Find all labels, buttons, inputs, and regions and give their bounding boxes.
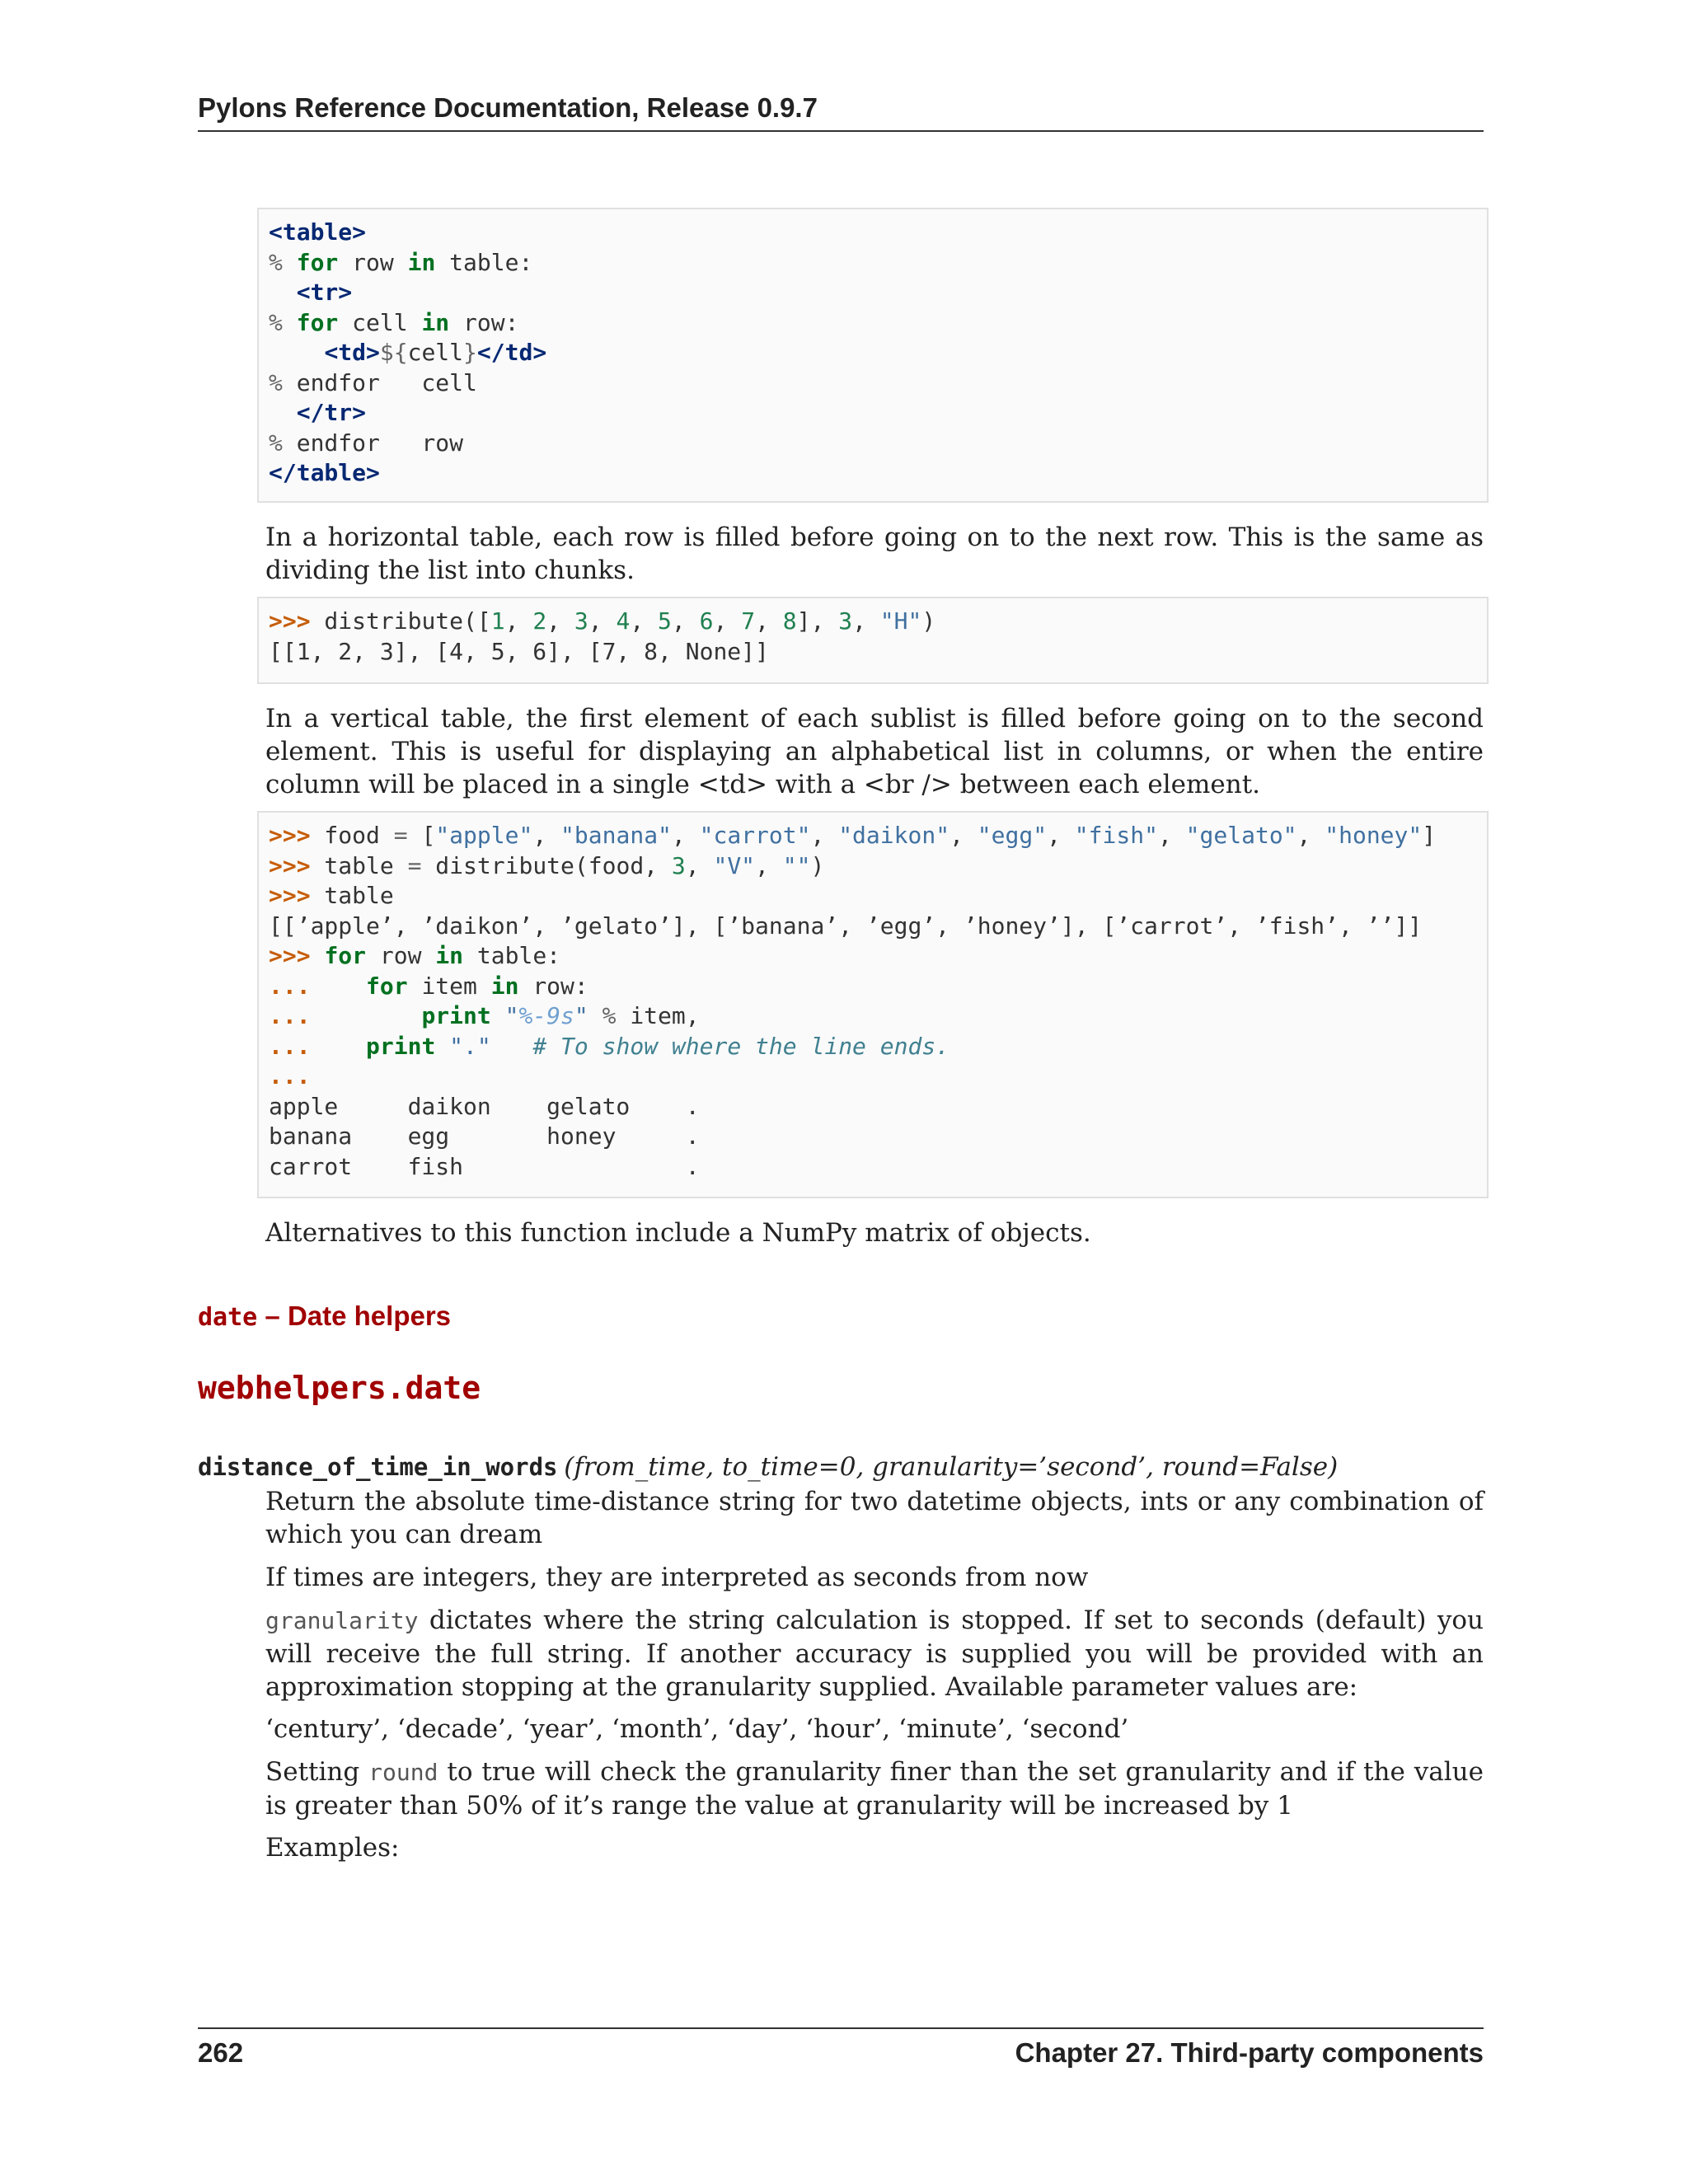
code-line: <table> bbox=[269, 218, 367, 246]
code-line: >>> table = distribute(food, 3, "V", "") bbox=[269, 851, 825, 879]
code-line: ... bbox=[269, 1062, 311, 1090]
function-signature bbox=[198, 1452, 1484, 1482]
running-header: Pylons Reference Documentation, Release 0.9.7 bbox=[198, 92, 1484, 132]
code-line: ... print "." # To show where the line ends. bbox=[269, 1032, 950, 1060]
round-pre: Setting bbox=[265, 1757, 369, 1787]
code-line: carrot fish . bbox=[269, 1152, 700, 1180]
code-line: % for cell in row: bbox=[269, 308, 519, 336]
param-round: round bbox=[368, 1759, 438, 1786]
code-line: apple daikon gelato . bbox=[269, 1092, 700, 1120]
code-block-distribute-horizontal bbox=[257, 597, 1489, 684]
code-block-mako-table bbox=[257, 208, 1489, 503]
running-footer bbox=[198, 2027, 1484, 2069]
round-text: to true will check the granularity finer than the set granularity and if the value is greater than 50% of it’s range the value at granularity will be increased by 1 bbox=[265, 1757, 1484, 1821]
function-description-round bbox=[265, 1755, 1484, 1822]
function-name: distance_of_time_in_words bbox=[198, 1453, 558, 1481]
paragraph-alternatives: Alternatives to this function include a NumPy matrix of objects. bbox=[265, 1218, 1091, 1248]
function-description-1: Return the absolute time-distance string for two datetime objects, ints or any combination of which you can dream bbox=[265, 1487, 1484, 1549]
code-line: </tr> bbox=[296, 399, 367, 426]
code-line: <tr> bbox=[296, 279, 353, 306]
code-line: >>> food = ["apple", "banana", "carrot", "daikon", "egg", "fish", "gelato", "honey"] bbox=[269, 822, 1437, 849]
code-line: >>> for row in table: bbox=[269, 942, 561, 969]
code-line: [[’apple’, ’daikon’, ’gelato’], [’banana’, ’egg’, ’honey’], [’carrot’, ’fish’, ’’]] bbox=[269, 912, 1423, 940]
code-line: banana egg honey . bbox=[269, 1122, 700, 1150]
paragraph-horizontal-table: In a horizontal table, each row is filled before going on to the next row. This is the same as dividing the list into chunks. bbox=[265, 523, 1484, 585]
code-block-distribute-vertical bbox=[257, 811, 1489, 1198]
function-params: (from_time, to_time=0, granularity=’second’, round=False) bbox=[564, 1452, 1339, 1482]
param-granularity: granularity bbox=[265, 1607, 419, 1634]
chapter-title: Chapter 27. Third-party components bbox=[1015, 2037, 1484, 2068]
granularity-values: ‘century’, ‘decade’, ‘year’, ‘month’, ‘day’, ‘hour’, ‘minute’, ‘second’ bbox=[265, 1714, 1129, 1744]
code-line: ... print "%-9s" % item, bbox=[269, 1002, 700, 1029]
granularity-text: dictates where the string calculation is stopped. If set to seconds (default) you will receive the full string. If another accuracy is supplied you will be provided with an approximation stopping at the granularity supplied. Available parameter values are: bbox=[265, 1605, 1484, 1702]
examples-label: Examples: bbox=[265, 1833, 400, 1863]
code-line: >>> distribute([1, 2, 3, 4, 5, 6, 7, 8], 3, "H") bbox=[269, 607, 936, 635]
page-number: 262 bbox=[198, 2037, 244, 2068]
code-line: </table> bbox=[269, 459, 380, 486]
section-heading-date-text: – Date helpers bbox=[257, 1301, 452, 1331]
function-description-2: If times are integers, they are interpreted as seconds from now bbox=[265, 1563, 1089, 1592]
code-line: % endfor cell bbox=[269, 368, 477, 396]
code-line: <td>${cell}</td> bbox=[324, 339, 547, 366]
section-heading-date-mono: date bbox=[198, 1303, 258, 1332]
paragraph-vertical-table: In a vertical table, the first element of each sublist is filled before going on to the second element. This is useful for displaying an alphabetical list in columns, or when the entire column will be placed in a single <td> with a <br /> between each element. bbox=[265, 704, 1484, 799]
code-line: % for row in table: bbox=[269, 248, 533, 276]
function-description-3 bbox=[265, 1604, 1484, 1704]
section-heading-date bbox=[198, 1301, 451, 1332]
code-line: [[1, 2, 3], [4, 5, 6], [7, 8, None]] bbox=[269, 637, 769, 665]
module-heading-webhelpers-date: webhelpers.date bbox=[198, 1370, 481, 1406]
code-line: ... for item in row: bbox=[269, 972, 588, 1000]
code-line: % endfor row bbox=[269, 429, 464, 457]
code-line: >>> table bbox=[269, 882, 394, 909]
